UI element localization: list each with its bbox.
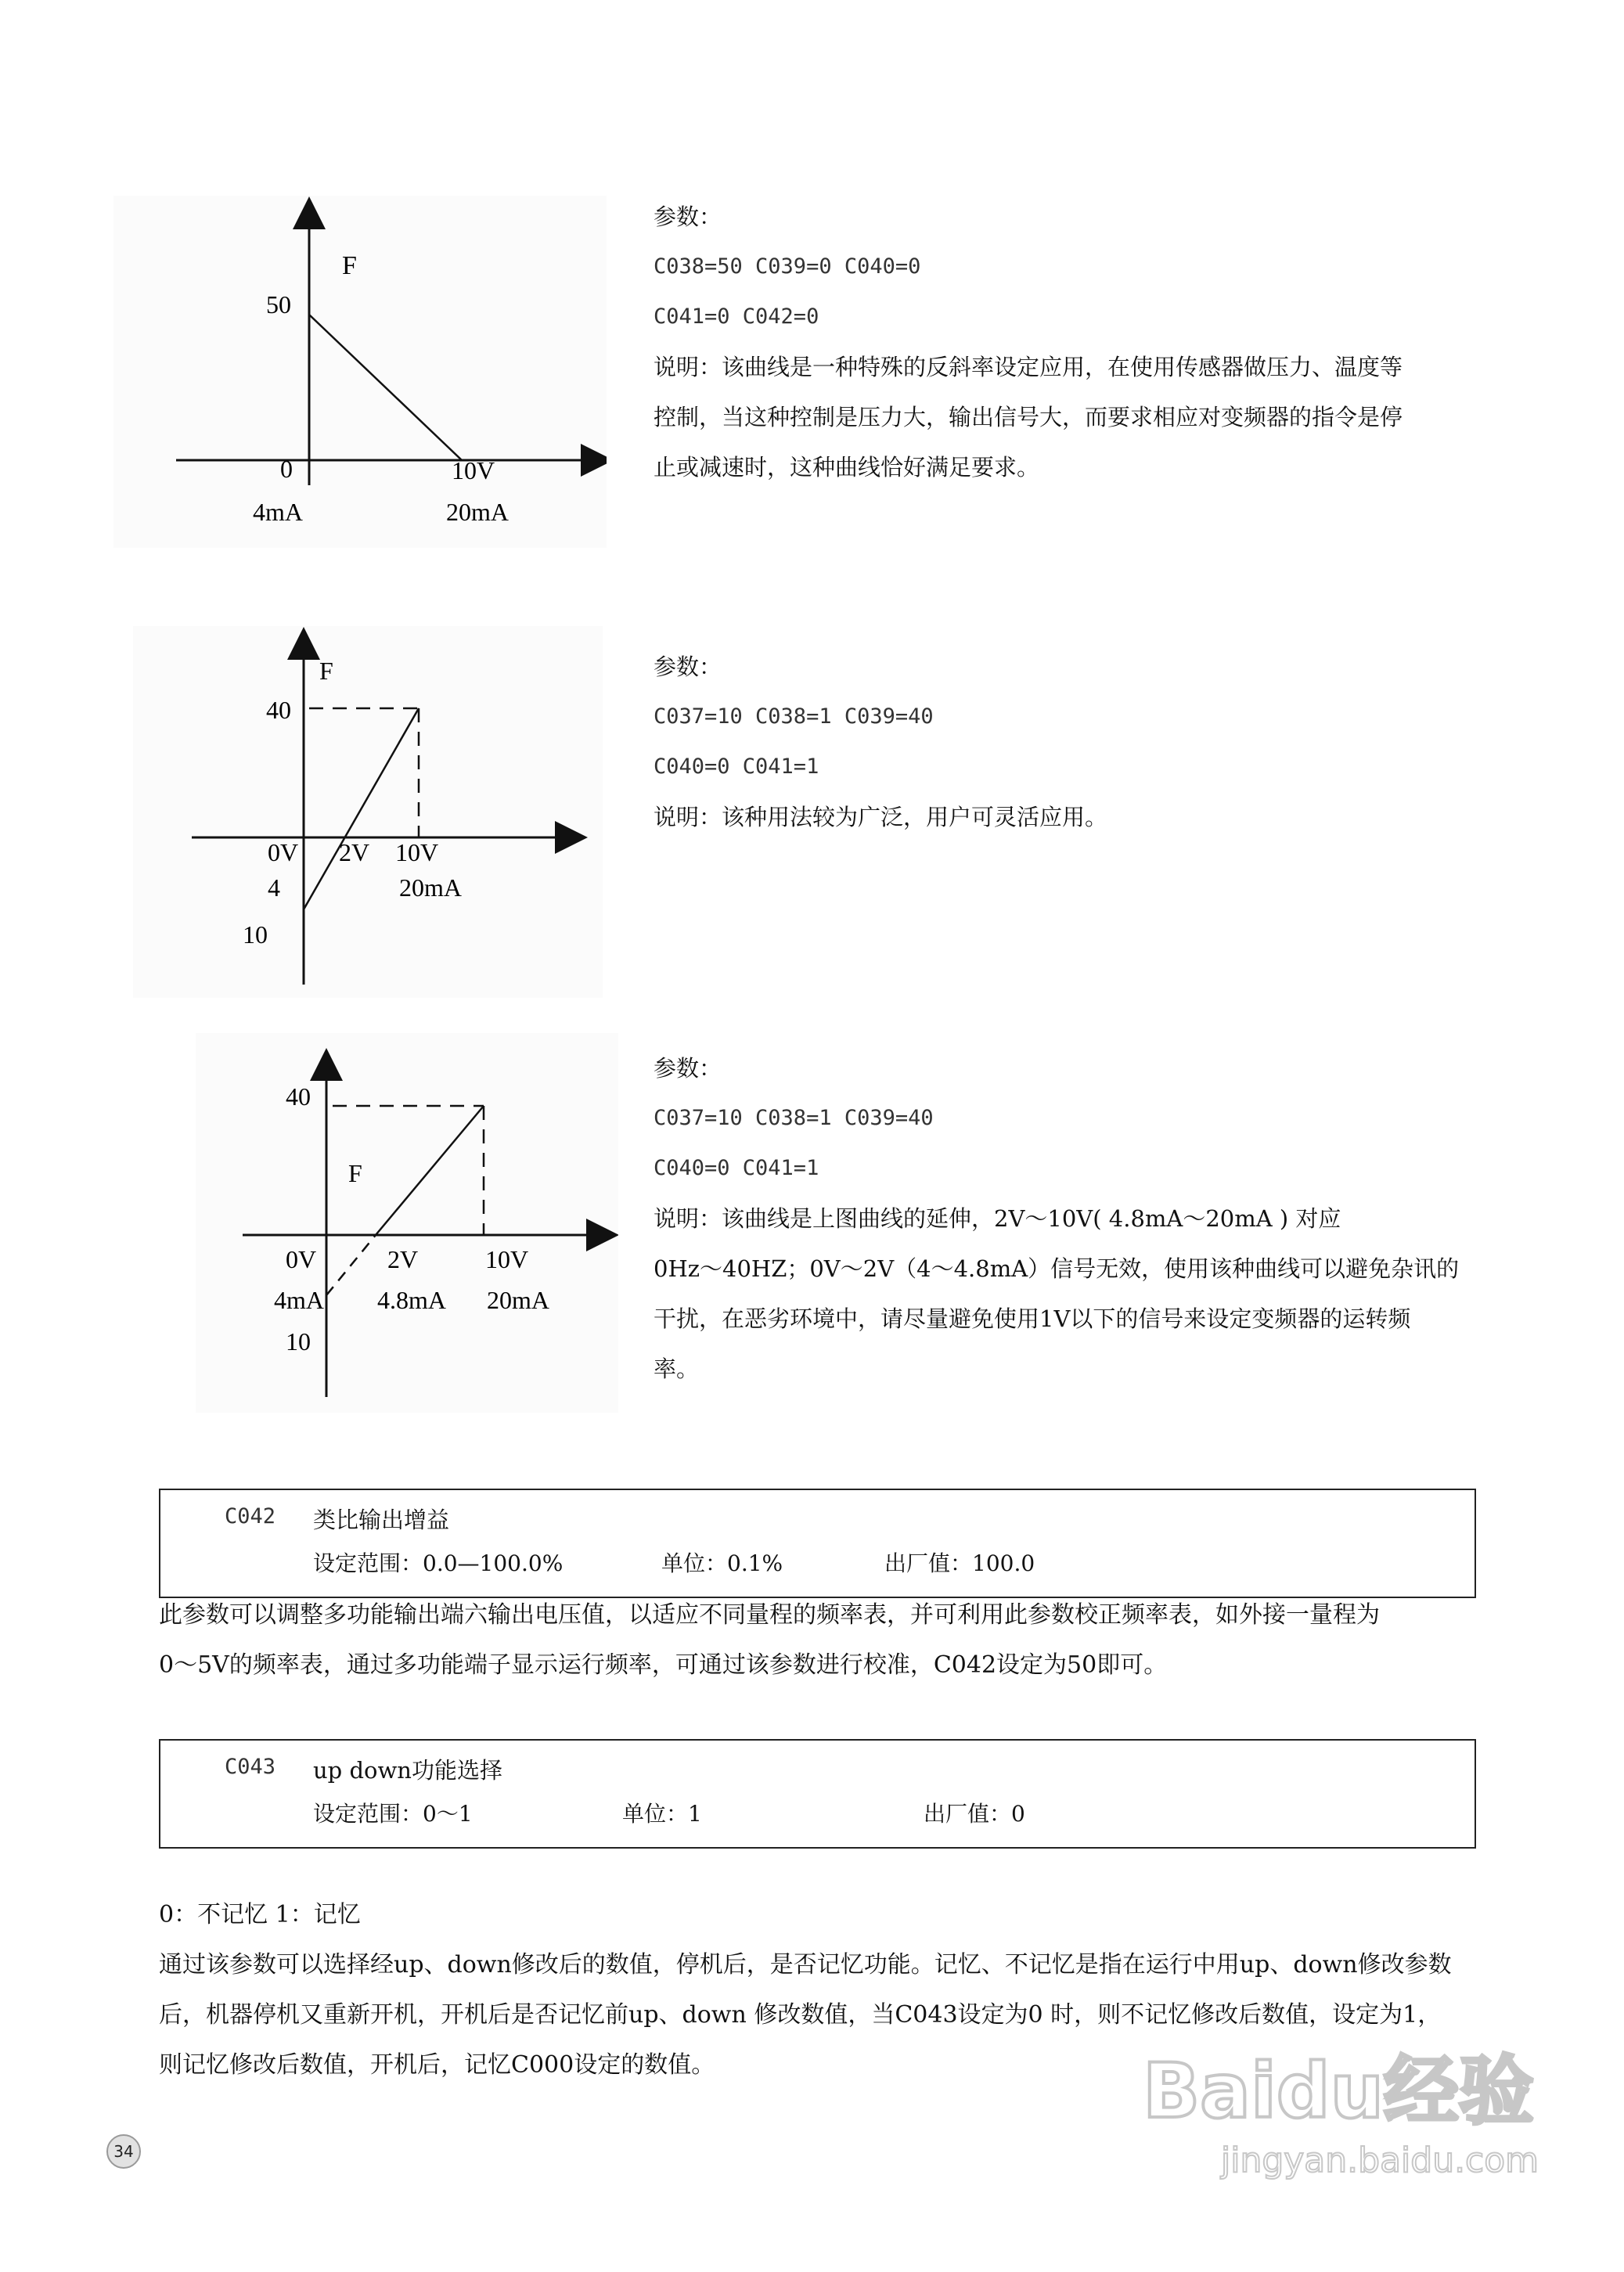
section-2-text [654,642,1107,842]
x-end-label: 10V [452,456,495,484]
c042-code: C042 [225,1504,276,1528]
params-line-2: C040=0 C041=1 [654,1156,819,1180]
curve-line [376,1106,484,1235]
figure-3-plot [196,1033,618,1413]
figure-3-extended [196,1033,618,1413]
below-origin-1: 4 [268,873,280,902]
params-line-1: C038=50 C039=0 C040=0 [654,254,921,279]
baidu-watermark-logo [1127,2027,1565,2184]
c042-range: 设定范围：0.0—100.0% [313,1550,564,1576]
y-tick: 40 [266,696,291,724]
desc-line: 率。 [654,1356,700,1382]
desc-line: 止或减速时，这种曲线恰好满足要求。 [654,454,1040,481]
c042-param-box [159,1489,1476,1598]
y-tick: 50 [266,290,291,319]
y-axis-label: F [342,251,357,280]
c043-unit: 单位：1 [622,1801,702,1827]
section-1-text [654,192,1403,492]
params-label: 参数： [654,1055,722,1082]
params-line-2: C041=0 C042=0 [654,304,819,329]
x-origin-label: 0 [280,455,293,483]
below-origin: 10 [286,1327,311,1356]
desc-line: 说明：该曲线是上图曲线的延伸，2V～10V( 4.8mA～20mA ) 对应 [654,1205,1341,1232]
params-label: 参数： [654,654,722,680]
page-number: 34 [106,2134,141,2169]
figure-1-plot [113,196,607,548]
c043-options: 0：不记忆 1：记忆 [159,1901,361,1928]
watermark-brand: Baidu经验 [1143,2047,1534,2135]
para-line: 通过该参数可以选择经up、down修改后的数值，停机后，是否记忆功能。记忆、不记忆是指在运行中用up、down修改参数 [159,1951,1452,1979]
x-end-label: 10V [395,838,439,866]
x-origin-label: 0V [268,838,299,866]
figure-2-linear [133,626,603,998]
below-origin-2: 10 [243,920,268,949]
desc-line: 说明：该种用法较为广泛，用户可灵活应用。 [654,804,1108,830]
x-origin-label: 0V [286,1245,317,1273]
c042-name: 类比输出增益 [313,1507,450,1533]
params-label: 参数： [654,203,722,230]
curve-line [309,315,462,460]
x-end-current: 20mA [487,1286,549,1314]
c043-code: C043 [225,1755,276,1779]
section-3-text [654,1043,1459,1394]
para-line: 0～5V的频率表，通过多功能端子显示运行频率，可通过该参数进行校准，C042设定为50即可。 [159,1651,1168,1679]
desc-line: 干扰，在恶劣环境中，请尽量避免使用1V以下的信号来设定变频器的运转频 [654,1305,1411,1332]
c042-default: 出厂值：100.0 [884,1550,1035,1576]
x-mid-label: 2V [387,1245,419,1273]
para-line: 后，机器停机又重新开机，开机后是否记忆前up、down 修改数值，当C043设定为0 时，则不记忆修改后数值，设定为1， [159,2001,1442,2029]
x-mid-label: 2V [339,838,370,866]
figure-1-reverse-slope [113,196,607,548]
x-end-current: 20mA [399,873,462,902]
x-end-current: 20mA [446,498,509,526]
c043-name: up down功能选择 [313,1757,502,1784]
c042-unit: 单位：0.1% [661,1550,783,1576]
y-axis-label: F [319,657,333,685]
y-tick: 40 [286,1082,311,1111]
c043-default: 出厂值：0 [924,1801,1025,1827]
x-mid-current: 4.8mA [377,1286,446,1314]
y-axis-label: F [348,1159,362,1187]
params-line-1: C037=10 C038=1 C039=40 [654,1106,934,1130]
desc-line: 控制，当这种控制是压力大，输出信号大，而要求相应对变频器的指令是停 [654,404,1403,430]
para-line: 此参数可以调整多功能输出端六输出电压值，以适应不同量程的频率表，并可利用此参数校正频率表，如外接一量程为 [159,1601,1380,1629]
curve-extension-dashed [326,1235,376,1295]
desc-line: 说明：该曲线是一种特殊的反斜率设定应用，在使用传感器做压力、温度等 [654,354,1403,380]
x-origin-current: 4mA [274,1286,324,1314]
desc-line: 0Hz～40HZ；0V～2V（4～4.8mA）信号无效，使用该种曲线可以避免杂讯的 [654,1255,1460,1282]
c043-range: 设定范围：0～1 [313,1801,473,1827]
baidu-watermark [1127,2027,1565,2184]
watermark-url: jingyan.baidu.com [1221,2141,1539,2180]
params-line-2: C040=0 C041=1 [654,754,819,779]
c043-param-box [159,1739,1476,1849]
x-origin-current: 4mA [253,498,303,526]
figure-2-plot [133,626,603,998]
para-line: 则记忆修改后数值，开机后，记忆C000设定的数值。 [159,2051,715,2079]
x-end-label: 10V [485,1245,529,1273]
params-line-1: C037=10 C038=1 C039=40 [654,704,934,729]
c042-description [159,1590,1482,1690]
